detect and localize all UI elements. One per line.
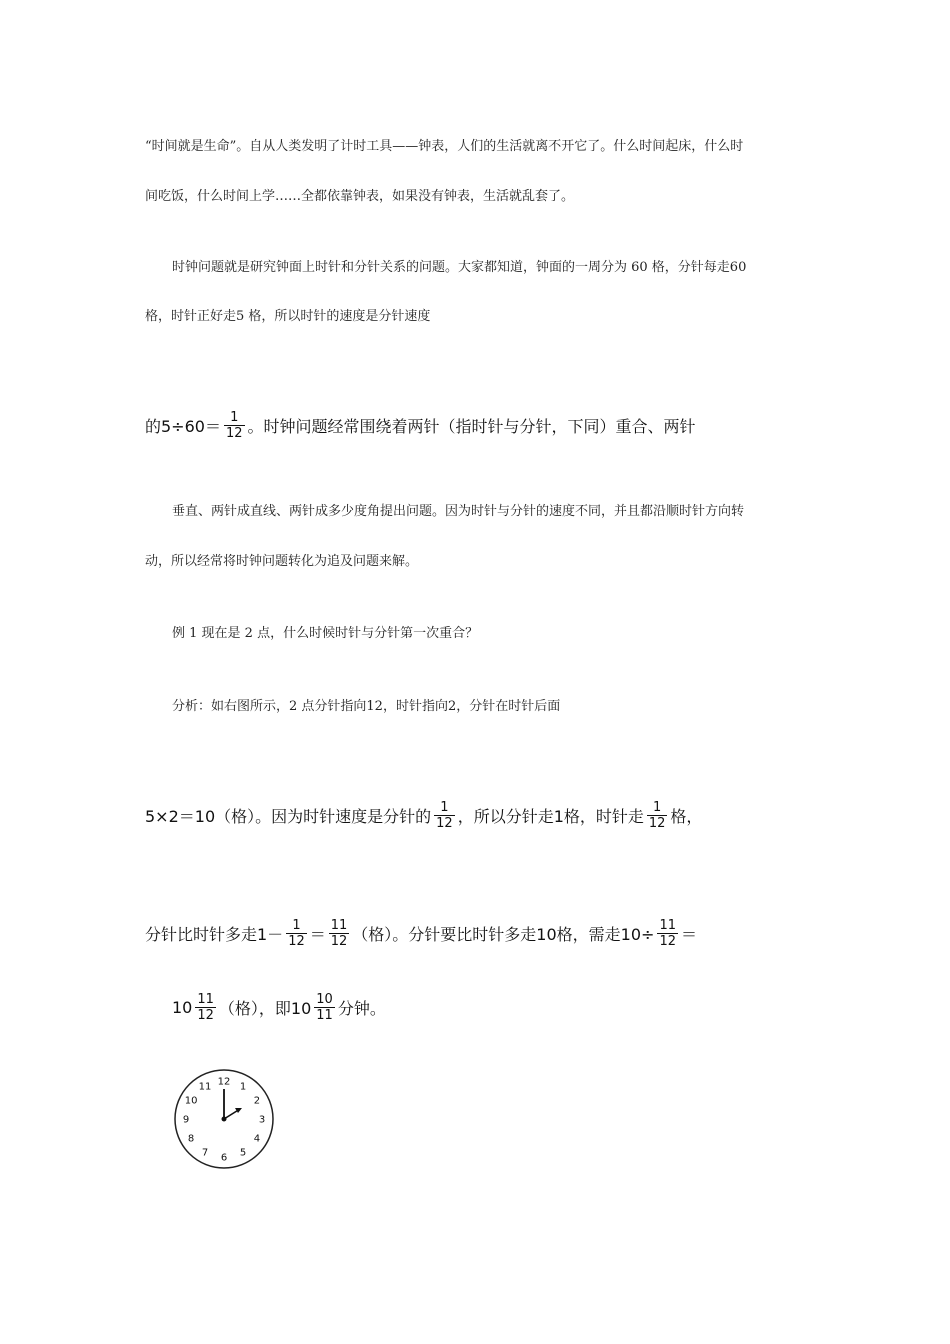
clock-number-2: 2 <box>253 1095 261 1107</box>
eq3-fraction-1 <box>286 918 307 949</box>
equation-line-2 <box>145 800 702 831</box>
eq2-text-c: 格， <box>670 807 703 826</box>
eq2-text-b: ，所以分针走1格，时针走 <box>457 807 644 826</box>
clock-number-11: 11 <box>198 1081 212 1093</box>
eq3-fraction-2-numerator: 11 <box>330 918 348 933</box>
eq2-fraction-2-denominator: 12 <box>648 816 666 831</box>
eq3-fraction-2 <box>329 918 350 949</box>
clock-number-9: 9 <box>182 1114 190 1126</box>
equation-line-3 <box>145 918 697 949</box>
equation-line-1 <box>145 410 696 441</box>
eq4-fraction-2-numerator: 10 <box>316 992 333 1007</box>
example-1-question: 例 1 现在是 2 点，什么时候时针与分针第一次重合？ <box>172 626 479 641</box>
clock-number-3: 3 <box>258 1114 266 1126</box>
clock-number-8: 8 <box>187 1133 195 1145</box>
eq4-fraction-2 <box>314 992 335 1023</box>
analysis-text: 分析：如右图所示，2 点分针指向12，时针指向2，分针在时针后面 <box>172 699 561 714</box>
eq3-fraction-1-denominator: 12 <box>288 934 305 949</box>
eq1-text-a: 的5÷60＝ <box>145 417 221 436</box>
eq3-text-d: ＝ <box>680 925 697 944</box>
clock-number-6: 6 <box>220 1152 228 1164</box>
eq4-fraction-1 <box>195 992 216 1023</box>
eq1-fraction-1-numerator: 1 <box>230 410 239 425</box>
paragraph-1-line-1: “时间就是生命”。自从人类发明了计时工具——钟表，人们的生活就离不开它了。什么时间起床，什么时 <box>145 139 744 154</box>
eq1-text-b: 。时钟问题经常围绕着两针（指时针与分针，下同）重合、两针 <box>247 417 696 436</box>
clock-center-dot <box>222 1117 227 1122</box>
clock-number-7: 7 <box>201 1147 209 1159</box>
eq3-fraction-3-numerator: 11 <box>659 918 676 933</box>
paragraph-2-line-1: 时钟问题就是研究钟面上时针和分针关系的问题。大家都知道，钟面的一周分为 60 格，分针每走60 <box>172 260 747 275</box>
eq2-fraction-2-numerator: 1 <box>653 800 662 815</box>
eq3-fraction-1-numerator: 1 <box>292 918 301 933</box>
eq2-fraction-1-numerator: 1 <box>440 800 449 815</box>
clock-face-diagram <box>172 1067 276 1171</box>
eq4-fraction-1-numerator: 11 <box>197 992 214 1007</box>
eq4-fraction-1-denominator: 12 <box>197 1008 214 1023</box>
eq3-text-c: （格）。分针要比时针多走10格，需走10÷ <box>352 925 655 944</box>
eq2-fraction-1 <box>434 800 455 831</box>
equation-line-4 <box>172 992 386 1023</box>
eq2-fraction-2 <box>647 800 668 831</box>
eq2-text-a: 5×2＝10（格）。因为时针速度是分针的 <box>145 807 432 826</box>
eq3-text-b: ＝ <box>309 925 326 944</box>
clock-number-12: 12 <box>217 1076 231 1088</box>
eq4-text-a: 10 <box>172 998 193 1017</box>
eq4-fraction-2-denominator: 11 <box>316 1008 333 1023</box>
clock-number-10: 10 <box>184 1095 198 1107</box>
paragraph-1-line-2: 间吃饭，什么时间上学……全都依靠钟表，如果没有钟表，生活就乱套了。 <box>145 189 575 204</box>
eq4-text-b: （格），即10 <box>218 999 312 1018</box>
paragraph-2-line-2: 格，时针正好走5 格，所以时针的速度是分针速度 <box>145 309 431 324</box>
clock-number-1: 1 <box>239 1081 247 1093</box>
eq1-fraction-1-denominator: 12 <box>225 426 243 441</box>
clock-number-5: 5 <box>239 1147 247 1159</box>
eq3-fraction-3 <box>657 918 678 949</box>
eq1-fraction-1 <box>224 410 245 441</box>
clock-number-4: 4 <box>253 1133 261 1145</box>
eq3-text-a: 分针比时针多走1－ <box>145 925 284 944</box>
paragraph-3-line-1: 垂直、两针成直线、两针成多少度角提出问题。因为时针与分针的速度不同，并且都沿顺时针方向转 <box>172 504 745 519</box>
eq3-fraction-3-denominator: 12 <box>659 934 676 949</box>
eq2-fraction-1-denominator: 12 <box>436 816 453 831</box>
eq4-text-c: 分钟。 <box>337 999 386 1018</box>
paragraph-3-line-2: 动，所以经常将时钟问题转化为追及问题来解。 <box>145 554 419 569</box>
eq3-fraction-2-denominator: 12 <box>330 934 348 949</box>
